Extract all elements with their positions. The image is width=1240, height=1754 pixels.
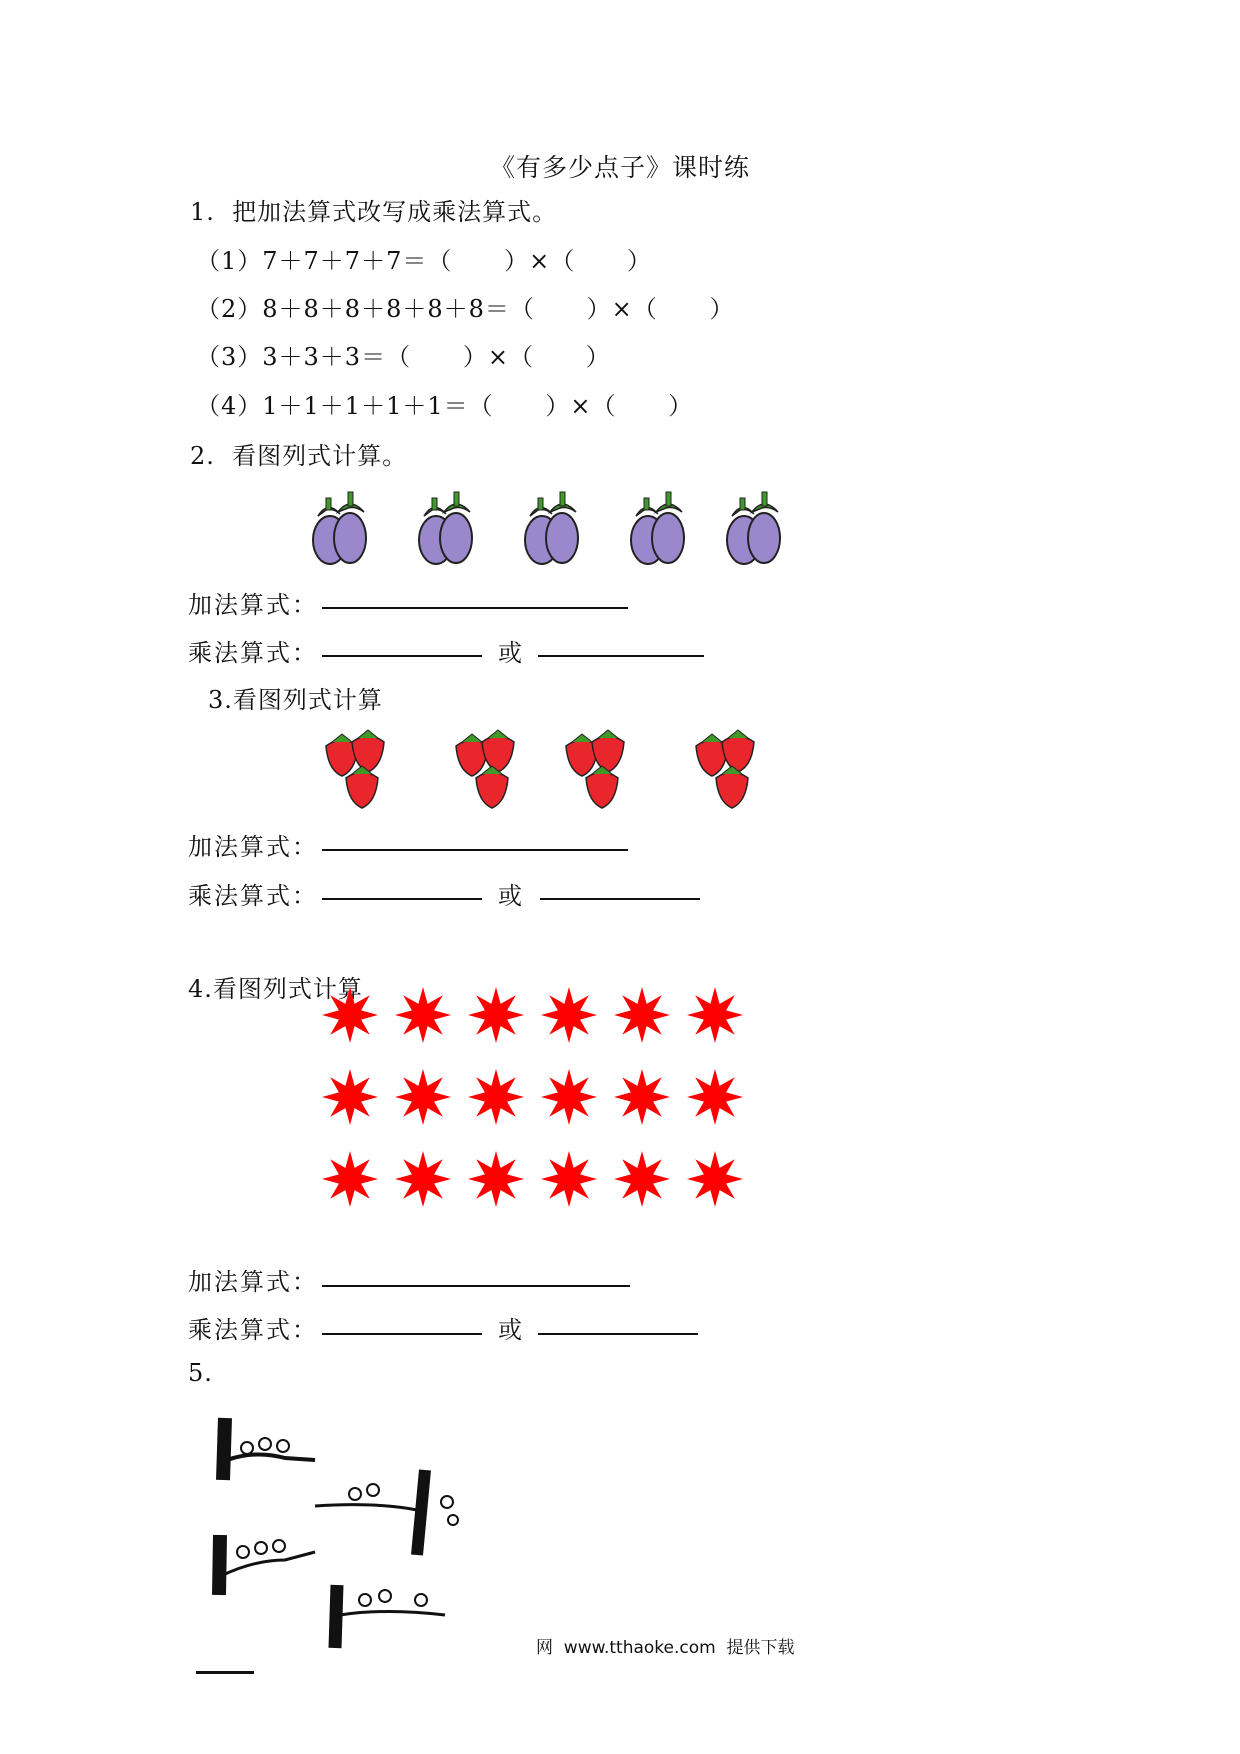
red-star-icon <box>322 1069 378 1125</box>
q3-or-label: 或 <box>498 882 522 910</box>
strawberry-cluster-icon <box>562 724 632 816</box>
q5-heading: 5. <box>188 1359 213 1387</box>
q4-add-answer-line[interactable] <box>322 1285 630 1287</box>
corner-rule <box>196 1671 254 1674</box>
red-star-icon <box>395 1069 451 1125</box>
red-star-icon <box>468 987 524 1043</box>
q3-add-label: 加法算式： <box>188 833 318 861</box>
q4-mul-label: 乘法算式： <box>188 1316 318 1344</box>
red-star-icon <box>614 1151 670 1207</box>
red-star-icon <box>395 987 451 1043</box>
q3-heading: 3.看图列式计算 <box>208 686 383 714</box>
q4-or-label: 或 <box>498 1316 522 1344</box>
q4-heading: 4.看图列式计算 <box>188 975 363 1003</box>
q2-mul-label: 乘法算式： <box>188 639 318 667</box>
red-star-icon <box>614 1069 670 1125</box>
q1-item-4: （4）1＋1＋1＋1＋1＝（ ）×（ ） <box>196 392 694 420</box>
q2-mul-answer-line-1[interactable] <box>322 655 482 657</box>
q1-item-3: （3）3＋3＋3＝（ ）×（ ） <box>196 343 611 371</box>
footer-watermark: 网 www.tthaoke.com 提供下载 <box>536 1638 795 1658</box>
red-star-icon <box>322 987 378 1043</box>
eggplant-pair-icon <box>414 488 478 568</box>
strawberry-cluster-icon <box>322 724 392 816</box>
q1-item-2: （2）8＋8＋8＋8＋8＋8＝（ ）×（ ） <box>196 295 735 323</box>
eggplant-pair-icon <box>520 488 584 568</box>
q4-mul-answer-line-1[interactable] <box>322 1333 482 1335</box>
q2-mul-answer-line-2[interactable] <box>538 655 704 657</box>
star-grid <box>300 970 770 1220</box>
red-star-icon <box>687 1151 743 1207</box>
page-title: 《有多少点子》课时练 <box>489 153 750 182</box>
birds-on-branch-icon <box>195 1410 485 1660</box>
red-star-icon <box>687 1069 743 1125</box>
q3-mul-label: 乘法算式： <box>188 882 318 910</box>
eggplant-pair-icon <box>722 488 786 568</box>
red-star-icon <box>468 1151 524 1207</box>
red-star-icon <box>322 1151 378 1207</box>
q1-heading: 1. 把加法算式改写成乘法算式。 <box>190 198 558 226</box>
eggplant-pair-icon <box>626 488 690 568</box>
q3-mul-answer-line-2[interactable] <box>540 898 700 900</box>
red-star-icon <box>541 1069 597 1125</box>
q2-or-label: 或 <box>498 639 522 667</box>
strawberry-cluster-icon <box>692 724 762 816</box>
q3-mul-answer-line-1[interactable] <box>322 898 482 900</box>
strawberry-cluster-icon <box>452 724 522 816</box>
q2-heading: 2. 看图列式计算。 <box>190 442 408 470</box>
red-star-icon <box>541 987 597 1043</box>
q4-mul-answer-line-2[interactable] <box>538 1333 698 1335</box>
red-star-icon <box>687 987 743 1043</box>
q3-add-answer-line[interactable] <box>322 849 628 851</box>
q2-add-answer-line[interactable] <box>322 607 628 609</box>
red-star-icon <box>468 1069 524 1125</box>
red-star-icon <box>395 1151 451 1207</box>
q4-add-label: 加法算式： <box>188 1268 318 1296</box>
red-star-icon <box>541 1151 597 1207</box>
red-star-icon <box>614 987 670 1043</box>
q2-add-label: 加法算式： <box>188 591 318 619</box>
q1-item-1: （1）7＋7＋7＋7＝（ ）×（ ） <box>196 247 653 275</box>
eggplant-pair-icon <box>308 488 372 568</box>
